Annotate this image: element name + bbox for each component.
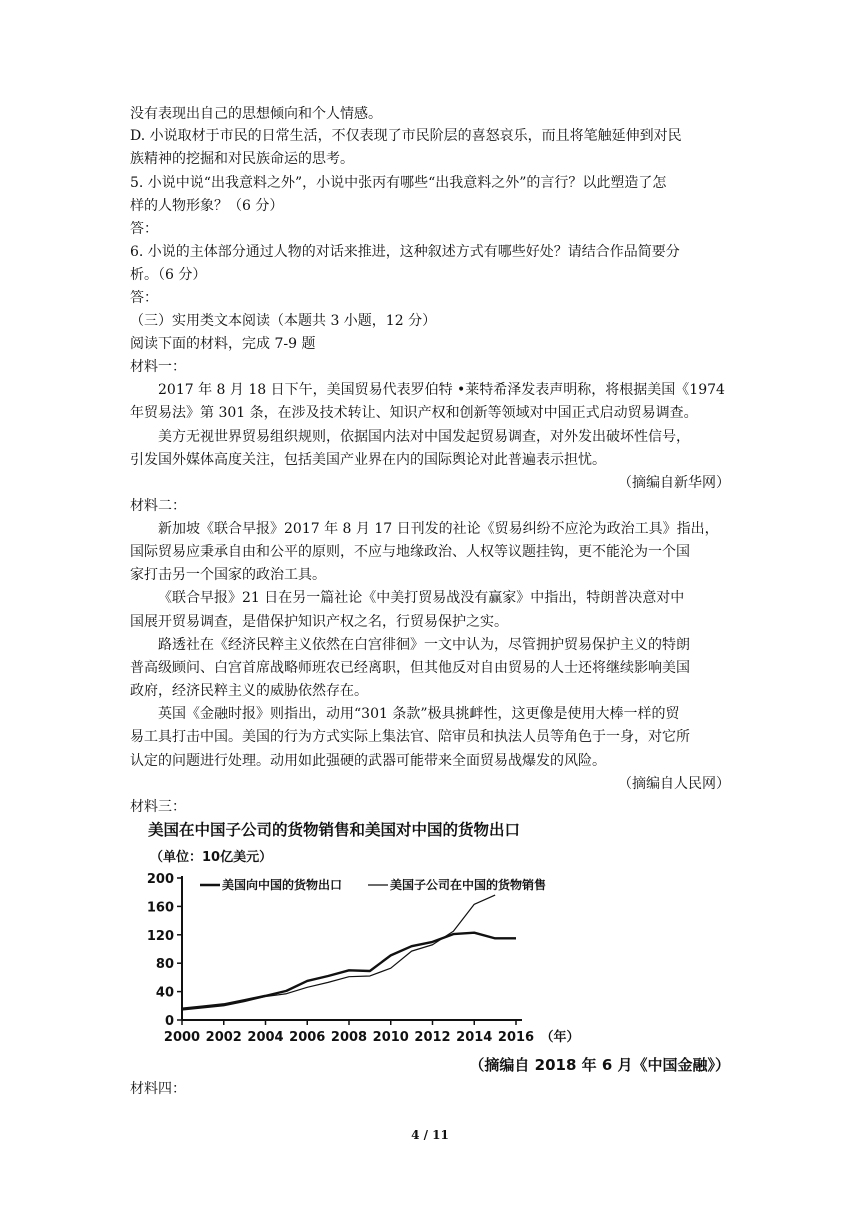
chart-plot — [130, 818, 730, 1080]
source-note: （摘编自新华网） — [618, 475, 730, 491]
y-tick-label: 160 — [146, 900, 174, 916]
text-line: 美方无视世界贸易组织规则，依据国内法对中国发起贸易调查，对外发出破坏性信号， — [158, 429, 690, 445]
x-tick-label: 2016 — [497, 1030, 535, 1045]
text-line: 年贸易法》第 301 条，在涉及技术转让、知识产权和创新等领域对中国正式启动贸易调查。 — [130, 405, 698, 421]
text-line: 《联合早报》21 日在另一篇社论《中美打贸易战没有赢家》中指出，特朗普决意对中 — [158, 590, 685, 606]
series-line-1 — [182, 933, 516, 1009]
text-line: 国展开贸易调查，是借保护知识产权之名，行贸易保护之实。 — [130, 614, 508, 630]
text-line: 样的人物形象？（6 分） — [130, 198, 284, 214]
text-line: 路透社在《经济民粹主义依然在白宫徘徊》一文中认为，尽管拥护贸易保护主义的特朗 — [158, 637, 690, 653]
legend-label: 美国向中国的货物出口 — [222, 878, 343, 892]
text-line: 认定的问题进行处理。动用如此强硬的武器可能带来全面贸易战爆发的风险。 — [130, 753, 606, 769]
chart-source: （摘编自 2018 年 6 月《中国金融》） — [469, 1056, 730, 1074]
x-tick-label: 2012 — [414, 1030, 451, 1045]
x-tick-label: 2010 — [372, 1030, 409, 1045]
legend-label: 美国子公司在中国的货物销售 — [390, 878, 547, 892]
x-tick-label: 2008 — [330, 1030, 368, 1045]
text-line: 引发国外媒体高度关注，包括美国产业界在内的国际舆论对此普遍表示担忧。 — [130, 452, 606, 468]
y-tick-label: 40 — [155, 985, 174, 1001]
text-line: 新加坡《联合早报》2017 年 8 月 17 日刊发的社论《贸易纠纷不应沦为政治工具》指出， — [158, 521, 719, 537]
text-line: 5. 小说中说“出我意料之外”，小说中张丙有哪些“出我意料之外”的言行？以此塑造了怎 — [130, 175, 667, 191]
x-tick-label: 2006 — [289, 1030, 326, 1045]
material-four-label: 材料四： — [130, 1081, 186, 1097]
text-line: 6. 小说的主体部分通过人物的对话来推进，这种叙述方式有哪些好处？请结合作品简要分 — [130, 244, 680, 260]
x-tick-label: 2002 — [205, 1030, 242, 1045]
text-line: 族精神的挖掘和对民族命运的思考。 — [130, 151, 354, 167]
text-line: 易工具打击中国。美国的行为方式实际上集法官、陪审员和执法人员等角色于一身，对它所 — [130, 729, 690, 745]
source-note: （摘编自人民网） — [618, 776, 730, 792]
y-tick-label: 0 — [164, 1014, 174, 1029]
text-line: 材料二： — [130, 498, 186, 514]
chart-figure — [130, 818, 730, 1080]
x-tick-label: 2014 — [456, 1030, 493, 1045]
text-line: 没有表现出自己的思想倾向和个人情感。 — [130, 106, 382, 122]
y-tick-label: 80 — [155, 957, 174, 973]
y-tick-label: 120 — [146, 928, 174, 944]
text-line: （三）实用类文本阅读（本题共 3 小题，12 分） — [130, 313, 437, 329]
text-line: 材料一： — [130, 359, 186, 375]
x-tick-label: 2000 — [163, 1030, 201, 1045]
x-tick-label: 2004 — [247, 1030, 284, 1045]
text-line: 阅读下面的材料，完成 7-9 题 — [130, 336, 316, 352]
x-axis-label: （年） — [540, 1030, 580, 1045]
chart-unit: （单位：10亿美元） — [150, 850, 273, 865]
text-line: 答： — [130, 290, 158, 306]
page-number: 4 / 11 — [411, 1128, 449, 1142]
text-line: 国际贸易应秉承自由和公平的原则，不应与地缘政治、人权等议题挂钩，更不能沦为一个国 — [130, 544, 690, 560]
text-line: 家打击另一个国家的政治工具。 — [130, 567, 326, 583]
text-line: 2017 年 8 月 18 日下午，美国贸易代表罗伯特 •莱特希泽发表声明称，将根据美国《1974 — [158, 382, 725, 398]
chart-title: 美国在中国子公司的货物销售和美国对中国的货物出口 — [148, 821, 521, 839]
text-line: 英国《金融时报》则指出，动用“301 条款”极具挑衅性，这更像是使用大棒一样的贸 — [158, 706, 680, 722]
series-line-2 — [182, 895, 495, 1010]
text-line: 政府，经济民粹主义的威胁依然存在。 — [130, 683, 368, 699]
text-line: D. 小说取材于市民的日常生活，不仅表现了市民阶层的喜怒哀乐，而且将笔触延伸到对民 — [130, 128, 682, 144]
text-line: 答： — [130, 221, 158, 237]
text-line: 普高级顾问、白宫首席战略师班农已经离职，但其他反对自由贸易的人士还将继续影响美国 — [130, 660, 690, 676]
y-tick-label: 200 — [146, 872, 174, 887]
text-line: 材料三： — [130, 799, 186, 815]
text-line: 析。（6 分） — [130, 267, 207, 283]
